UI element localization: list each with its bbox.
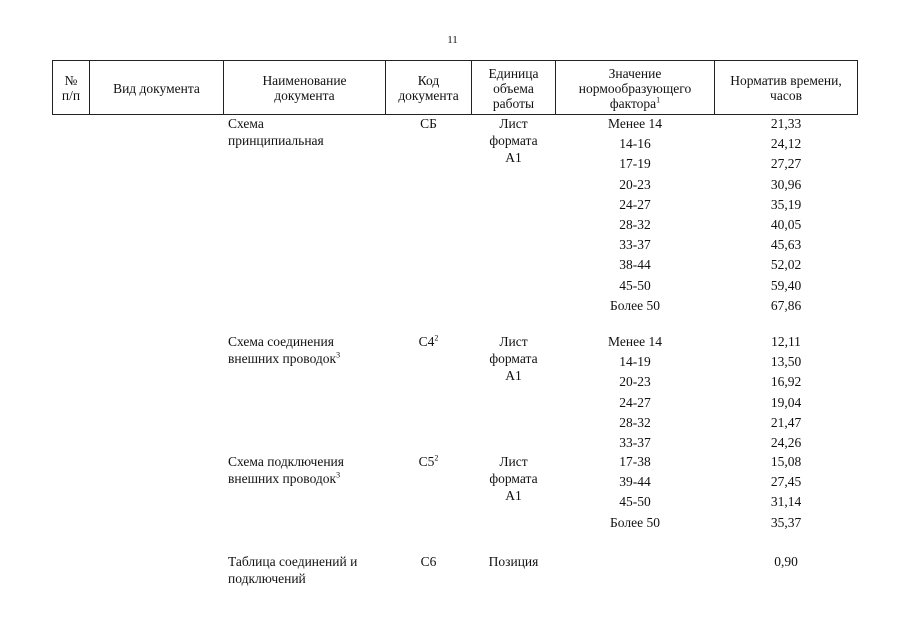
doc-code: С6	[420, 554, 437, 569]
factor-value: 45-50	[619, 494, 651, 510]
footnote-mark: 3	[336, 350, 341, 360]
factor-value: 33-37	[619, 237, 651, 253]
factor-value: 33-37	[619, 435, 651, 450]
unit-line: Позиция	[488, 554, 539, 569]
page-number: 11	[447, 34, 458, 46]
factor-value: 28-32	[619, 414, 651, 430]
norm-value: 21,47	[770, 414, 802, 430]
doc-name-line: Схема соединения	[228, 334, 334, 349]
header-unit: Единица объема работы	[488, 65, 539, 111]
factor-value: 24-27	[619, 196, 651, 212]
norm-value: 67,86	[770, 297, 802, 313]
factor-value: 14-16	[619, 136, 651, 152]
norm-value: 12,11	[771, 334, 801, 349]
unit-line: А1	[505, 368, 522, 383]
norm-value: 24,12	[770, 136, 802, 152]
factor-value: 20-23	[619, 374, 651, 390]
norm-value: 27,45	[770, 474, 802, 490]
factor-value: Более 50	[610, 514, 660, 530]
factor-value: Менее 14	[608, 116, 662, 131]
factor-value: 45-50	[619, 277, 651, 293]
header-doc-code: Код документа	[398, 73, 459, 103]
norm-value: 52,02	[770, 257, 802, 273]
norm-value: 45,63	[770, 237, 802, 253]
factor-value: 24-27	[619, 394, 651, 410]
unit-line: Лист	[499, 454, 528, 469]
norm-value: 27,27	[770, 156, 802, 172]
norm-value: 35,19	[770, 196, 802, 212]
unit-line: формата	[489, 351, 538, 366]
unit-line: А1	[505, 488, 522, 503]
norm-value: 24,26	[770, 435, 802, 450]
doc-name-line: подключений	[228, 571, 306, 586]
factor-value: Более 50	[610, 297, 660, 313]
norm-value: 13,50	[770, 354, 802, 370]
factor-value: 14-19	[619, 354, 651, 370]
header-doc-kind: Вид документа	[113, 80, 200, 96]
norm-value: 30,96	[770, 176, 802, 192]
header-factor: Значение нормообразующего фактора$^1$	[578, 65, 692, 111]
col-divider	[857, 60, 858, 115]
doc-name-line: Схема подключения	[228, 454, 344, 469]
unit-line: формата	[489, 133, 538, 148]
norm-value: 35,37	[770, 514, 802, 530]
doc-name-line: внешних проводок$^3$	[228, 350, 341, 366]
footnote-mark: 1	[656, 95, 661, 104]
table-top-border	[52, 60, 858, 61]
factor-value: 17-19	[619, 156, 651, 172]
factor-value: 17-38	[619, 454, 651, 469]
factor-value: 38-44	[619, 257, 651, 273]
footnote-mark: 2	[434, 333, 439, 343]
doc-name-line: Схема	[228, 116, 264, 131]
unit-line: формата	[489, 471, 538, 486]
norm-value: 31,14	[770, 494, 802, 510]
unit-line: А1	[505, 150, 522, 165]
norm-value: 21,33	[770, 116, 802, 131]
norm-value: 0,90	[774, 554, 798, 569]
norm-value: 19,04	[770, 394, 802, 410]
header-norm: Норматив времени, часов	[730, 73, 842, 103]
doc-name-line: Таблица соединений и	[228, 554, 358, 569]
doc-name-line: принципиальная	[228, 133, 324, 148]
header-num: № п/п	[61, 73, 81, 103]
factor-value: 20-23	[619, 176, 651, 192]
norm-value: 40,05	[770, 217, 802, 232]
doc-code: $С5^2$	[418, 453, 439, 469]
norm-value: 59,40	[770, 277, 802, 293]
doc-code: $С4^2$	[418, 333, 439, 349]
norm-value: 16,92	[770, 374, 802, 390]
factor-value: 39-44	[619, 474, 651, 490]
header-doc-name: Наименование документа	[262, 73, 347, 103]
unit-line: Лист	[499, 334, 528, 349]
unit-line: Лист	[499, 116, 528, 131]
footnote-mark: 2	[434, 453, 439, 463]
factor-value: Менее 14	[608, 334, 662, 349]
factor-value: 28-32	[619, 217, 651, 232]
footnote-mark: 3	[336, 470, 341, 480]
norm-value: 15,08	[770, 454, 802, 469]
doc-name-line: внешних проводок$^3$	[228, 470, 341, 486]
doc-code: СБ	[420, 116, 437, 131]
